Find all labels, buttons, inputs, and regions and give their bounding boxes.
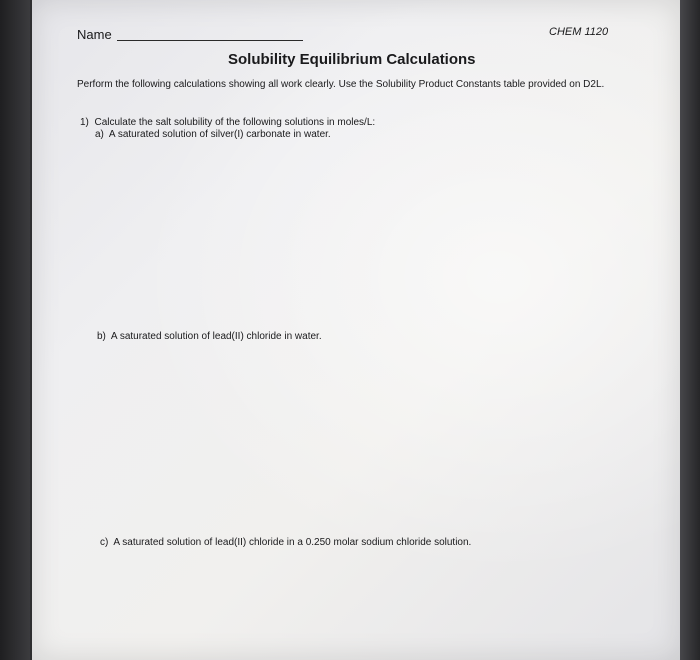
question-1a	[95, 129, 331, 140]
worksheet-page	[32, 0, 680, 660]
question-1c-label: c)	[100, 537, 109, 548]
desk-right-edge	[678, 0, 700, 660]
question-1c-text: A saturated solution of lead(II) chloride in a 0.250 molar sodium chloride solution.	[113, 537, 472, 548]
question-1a-text: A saturated solution of silver(I) carbonate in water.	[108, 129, 331, 140]
question-1-number: 1)	[80, 117, 89, 128]
question-1	[80, 117, 375, 128]
page-title: Solubility Equilibrium Calculations	[228, 51, 476, 68]
course-code: CHEM 1120	[549, 26, 609, 38]
instructions: Perform the following calculations showing all work clearly. Use the Solubility Product Constants table provided on D2L.	[77, 79, 605, 90]
question-1c	[100, 537, 471, 548]
question-1b-text: A saturated solution of lead(II) chloride in water.	[110, 331, 322, 342]
question-1-text: Calculate the salt solubility of the following solutions in moles/L:	[94, 117, 376, 128]
name-blank-line	[117, 40, 303, 41]
question-1b-label: b)	[97, 331, 106, 342]
name-label: Name	[77, 27, 112, 42]
question-1a-label: a)	[95, 129, 104, 140]
desk-left-edge	[0, 0, 30, 660]
question-1b	[97, 331, 322, 342]
